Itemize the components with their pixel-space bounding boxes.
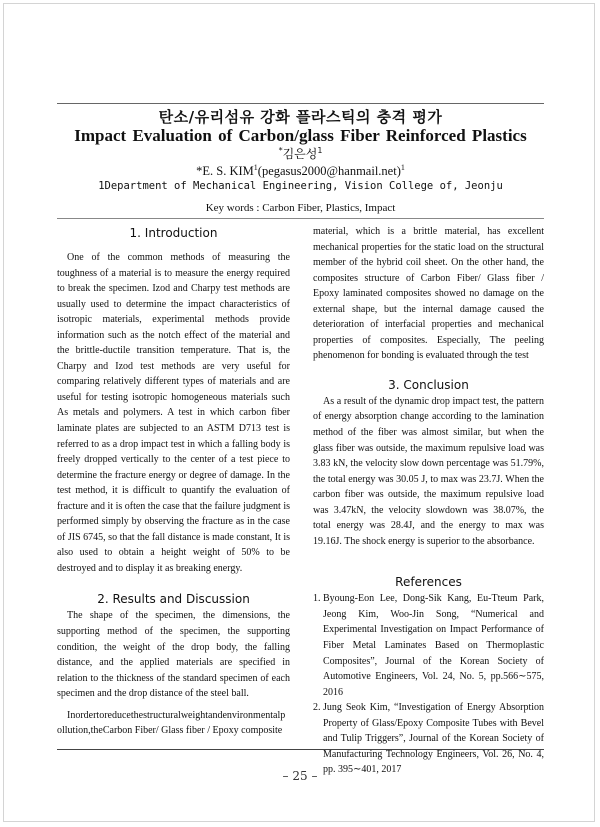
conclusion-heading: 3. Conclusion (388, 377, 469, 392)
author-korean-name: 김은성 (282, 147, 318, 161)
left-column (57, 224, 290, 739)
results-paragraph-2-continued: material, which is a brittle material, has excellent mechanical properties for the static load on the structural member of the hybrid coil sheet. On the other hand, the composites structure of Carbon Fiber/ Glass fiber / Epoxy laminated composites showed no damage on the external shape, but the internal damage caused the deterioration of interfacial properties and mechanical properties of composites. Especially, The peeling phenomenon for bonding is evaluated through the test (313, 226, 544, 362)
author-english-name: *E. S. KIM (196, 164, 254, 179)
author-korean-sup: 1 (317, 146, 323, 155)
author-english (57, 163, 544, 179)
results-paragraph-1: The shape of the specimen, the dimensions, the supporting method of the specimen, the supporting condition, the weight of the drop body, the falling distance, and the applied materials are specified in relation to the thickness of the standard specimen of each specimen and the drop distance of the steel ball. (57, 610, 290, 700)
author-english-sup1: 1 (253, 163, 258, 172)
introduction-heading: 1. Introduction (129, 226, 218, 240)
page-number: – 25 – (282, 769, 318, 783)
reference-text: Byoung-Eon Lee, Dong-Sik Kang, Eu-Tteum Park, Jeong Kim, Woo-Jin Song, “Numerical and Experimental Investigation on Impact Performance of Fiber Metal Laminates Based on Thermoplastic Composites”, Journal of the Korean Society of Automotive Engineers, Vol. 24, No. 5, pp.566∼575, 2016 (323, 593, 544, 698)
title-english: Impact Evaluation of Carbon/glass Fiber Reinforced Plastics (74, 126, 527, 145)
author-korean (57, 145, 544, 162)
affiliation: 1Department of Mechanical Engineering, Vision College of, Jeonju (98, 180, 503, 192)
author-email: (pegasus2000@hanmail.net) (257, 164, 401, 179)
reference-item (313, 700, 544, 778)
results-paragraph-2: Inordertoreducethestructuralweightandenvironmentalpollution,theCarbon Fiber/ Glass fiber / Epoxy composite (57, 709, 286, 737)
header-bottom-rule (57, 218, 544, 219)
title-korean: 탄소/유리섬유 강화 플라스틱의 충격 평가 (158, 108, 443, 126)
right-column (313, 224, 544, 778)
references-heading: References (395, 575, 462, 590)
column-continuation-spacer (313, 224, 544, 364)
author-english-sup2: 1 (400, 163, 405, 172)
reference-number: 1. (313, 593, 321, 605)
reference-text: Jung Seok Kim, “Investigation of Energy Absorption Property of Glass/Epoxy Composite Tubes with Bevel and Tulip Triggers”, Journal of the Korean Society of Manufacturing Technology Engineers, Vol. 26, No. 4, pp. 395∼401, 2017 (323, 702, 544, 776)
results-heading: 2. Results and Discussion (97, 592, 250, 607)
introduction-text: One of the common methods of measuring the toughness of a material is to measure the energy required to break the specimen. Izod and Charpy test methods are usually used to determine the impact characteristics of isotropic materials, experimental methods provide information such as the notch effect of the material and the brittle-ductile transition temperature. That is, the Charpy and Izod test methods are very useful for comparing relatively different types of materials and are useful for testing isotropic homogeneous materials such As metals and polymers. A test in which carbon fiber laminate plates are subjected to an ASTM D713 test is referred to as a drop impact test in which a falling body is freely dropped vertically to the center of a test piece to determine the fracture energy or degree of damage. In the test method, it is difficult to quantify the evaluation of fracture and it is often the case that the failure judgment is performed simply by observing the fracture as in the case of JIS 6745, so that the fall distance is made constant, It is also used to obtain a height weight of 50% to be destroyed and to display it as breaking energy. (57, 252, 290, 574)
conclusion-text: As a result of the dynamic drop impact test, the pattern of energy absorption change according to the lamination method of the fiber was almost similar, but when the glass fiber was outside, the maximum repulsive load was 3.83 kN, the velocity slow down percentage was 51.79%, the total energy was 30.05 J, to max was 23.7J. When the carbon fiber was outside, the maximum repulsive load was 3.47kN, the velocity slowdown was 38.07%, the total energy was 28.4J, and the energy to max was 19.16J. The shock energy is superior to the absorbance. (313, 395, 544, 547)
author-korean-mark: * (278, 146, 283, 155)
reference-item (313, 591, 544, 700)
keywords: Key words : Carbon Fiber, Plastics, Impact (205, 202, 396, 214)
header-top-rule (57, 103, 544, 104)
footer-rule (57, 749, 544, 750)
reference-number: 2. (313, 702, 321, 714)
